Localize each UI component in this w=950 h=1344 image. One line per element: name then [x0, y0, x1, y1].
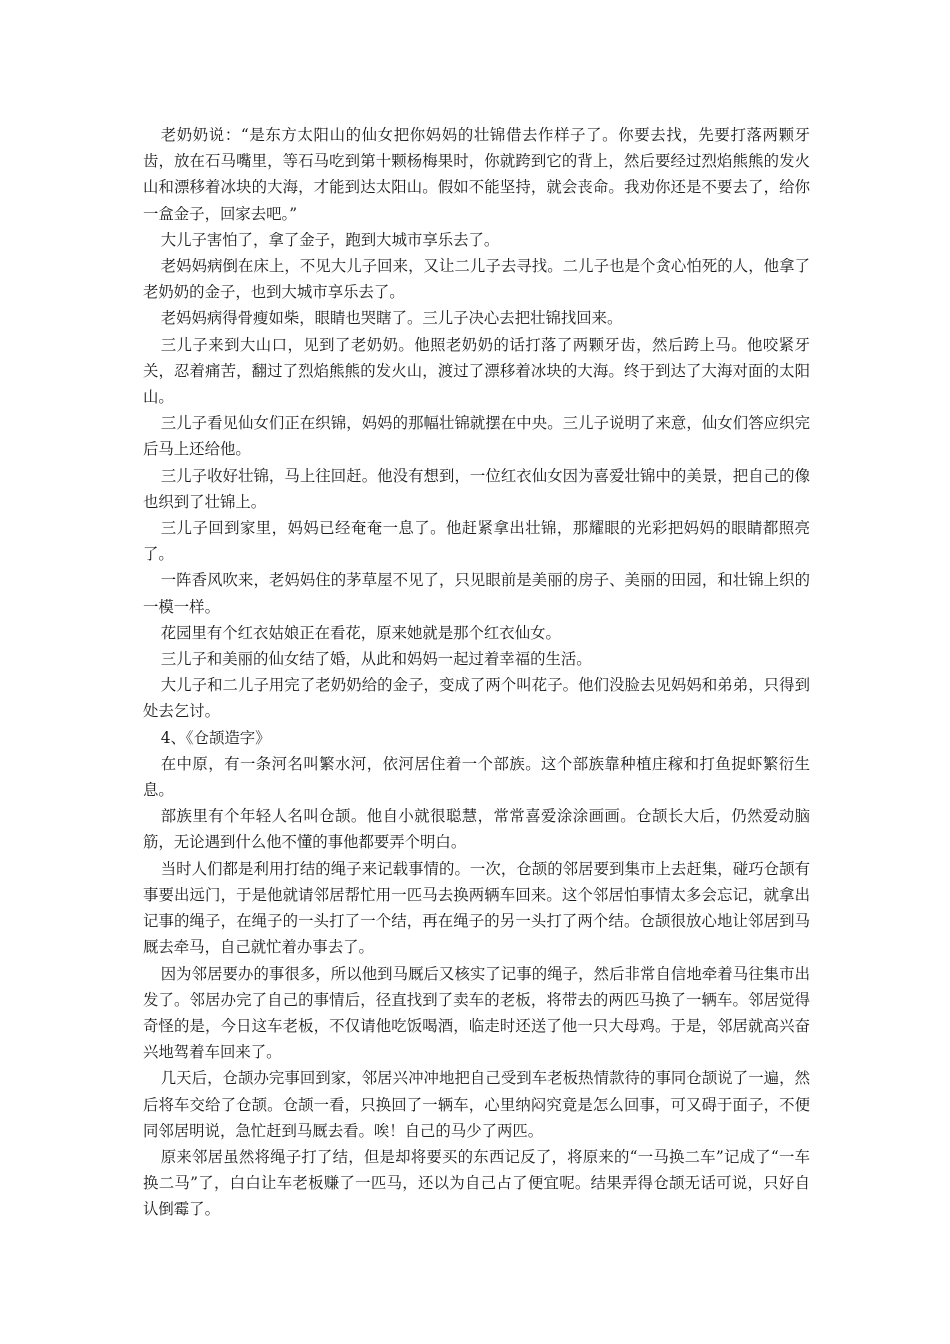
paragraph: 因为邻居要办的事很多，所以他到马厩后又核实了记事的绳子，然后非常自信地牵着马往集市出发了。邻居办完了自己的事情后，径直找到了卖车的老板，将带去的两匹马换了一辆车。邻居觉得奇怪的是，今日这车老板，不仅请他吃饭喝酒，临走时还送了他一只大母鸡。于是，邻居就高兴奋兴地驾着车回来了。 [143, 964, 810, 1062]
paragraph: 老妈妈病得骨瘦如柴，眼睛也哭瞎了。三儿子决心去把壮锦找回来。 [160, 309, 623, 328]
paragraph: 一阵香风吹来，老妈妈住的茅草屋不见了，只见眼前是美丽的房子、美丽的田园，和壮锦上织的一模一样。 [143, 571, 810, 616]
paragraph: 三儿子和美丽的仙女结了婚，从此和妈妈一起过着幸福的生活。 [160, 650, 592, 669]
paragraph: 部族里有个年轻人名叫仓颉。他自小就很聪慧，常常喜爱涂涂画画。仓颉长大后，仍然爱动脑筋，无论遇到什么他不懂的事他都要弄个明白。 [143, 807, 810, 852]
paragraph: 三儿子看见仙女们正在织锦，妈妈的那幅壮锦就摆在中央。三儿子说明了来意，仙女们答应织完后马上还给他。 [143, 414, 810, 459]
paragraph: 老妈妈病倒在床上，不见大儿子回来，又让二儿子去寻找。二儿子也是个贪心怕死的人，他拿了老奶奶的金子，也到大城市享乐去了。 [143, 257, 810, 302]
document-body [143, 122, 810, 1223]
paragraph: 花园里有个红衣姑娘正在看花，原来她就是那个红衣仙女。 [160, 623, 561, 642]
paragraph: 当时人们都是利用打结的绳子来记载事情的。一次，仓颉的邻居要到集市上去赶集，碰巧仓颉有事要出远门，于是他就请邻居帮忙用一匹马去换两辆车回来。这个邻居怕事情太多会忘记，就拿出记事的绳子，在绳子的一头打了一个结，再在绳子的另一头打了两个结。仓颉很放心地让邻居到马厩去牵马，自己就忙着办事去了。 [143, 859, 810, 957]
paragraph: 几天后，仓颉办完事回到家，邻居兴冲冲地把自己受到车老板热情款待的事同仓颉说了一遍，然后将车交给了仓颉。仓颉一看，只换回了一辆车，心里纳闷究竟是怎么回事，可又碍于面子，不便同邻居明说，急忙赶到马厩去看。唉！自己的马少了两匹。 [143, 1069, 810, 1140]
paragraph: 大儿子和二儿子用完了老奶奶给的金子，变成了两个叫花子。他们没脸去见妈妈和弟弟，只得到处去乞讨。 [143, 676, 810, 721]
paragraph: 老奶奶说：“是东方太阳山的仙女把你妈妈的壮锦借去作样子了。你要去找，先要打落两颗牙齿，放在石马嘴里，等石马吃到第十颗杨梅果时，你就跨到它的背上，然后要经过烈焰熊熊的发火山和漂移着冰块的大海，才能到达太阳山。假如不能坚持，就会丧命。我劝你还是不要去了，给你一盒金子，回家去吧。” [143, 126, 810, 223]
paragraph: 三儿子收好壮锦，马上往回赶。他没有想到，一位红衣仙女因为喜爱壮锦中的美景，把自己的像也织到了壮锦上。 [143, 466, 810, 511]
paragraph: 原来邻居虽然将绳子打了结，但是却将要买的东西记反了，将原来的“一马换二车”记成了“一车换二马”了，白白让车老板赚了一匹马，还以为自己占了便宜呢。结果弄得仓颉无话可说，只好自认倒霉了。 [143, 1147, 810, 1219]
paragraph: 三儿子来到大山口，见到了老奶奶。他照老奶奶的话打落了两颗牙齿，然后跨上马。他咬紧牙关，忍着痛苦，翻过了烈焰熊熊的发火山，渡过了漂移着冰块的大海。终于到达了大海对面的太阳山。 [143, 335, 810, 407]
section-heading: 4、《仓颉造字》 [160, 728, 271, 747]
paragraph: 三儿子回到家里，妈妈已经奄奄一息了。他赶紧拿出壮锦，那耀眼的光彩把妈妈的眼睛都照亮了。 [143, 519, 810, 564]
paragraph: 大儿子害怕了，拿了金子，跑到大城市享乐去了。 [160, 230, 500, 249]
paragraph: 在中原，有一条河名叫繁水河，依河居住着一个部族。这个部族靠种植庄稼和打鱼捉虾繁衍生息。 [143, 754, 810, 800]
